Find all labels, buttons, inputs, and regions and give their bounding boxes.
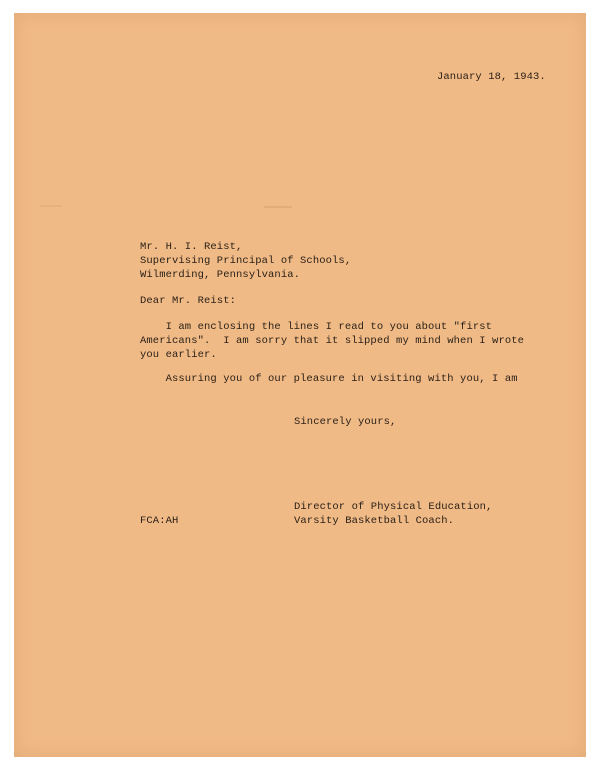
recipient-name: Mr. H. I. Reist, <box>140 241 243 253</box>
recipient-title: Supervising Principal of Schools, <box>140 255 352 267</box>
recipient-location: Wilmerding, Pennsylvania. <box>140 269 301 281</box>
closing-paragraph: Assuring you of our pleasure in visiting with you, I am <box>140 373 518 385</box>
letter-date: January 18, 1943. <box>437 71 546 83</box>
paper-mark <box>264 206 292 208</box>
body-line: you earlier. <box>140 349 217 361</box>
reference-initials: FCA:AH <box>140 515 179 527</box>
signature-title: Varsity Basketball Coach. <box>294 515 455 527</box>
signature-title: Director of Physical Education, <box>294 501 493 513</box>
salutation: Dear Mr. Reist: <box>140 295 237 307</box>
letter-page <box>14 13 586 757</box>
complimentary-close: Sincerely yours, <box>294 416 397 428</box>
paper-mark <box>40 205 62 207</box>
body-line: Americans". I am sorry that it slipped my mind when I wrote <box>140 335 525 347</box>
body-line: I am enclosing the lines I read to you about "first <box>140 321 493 333</box>
